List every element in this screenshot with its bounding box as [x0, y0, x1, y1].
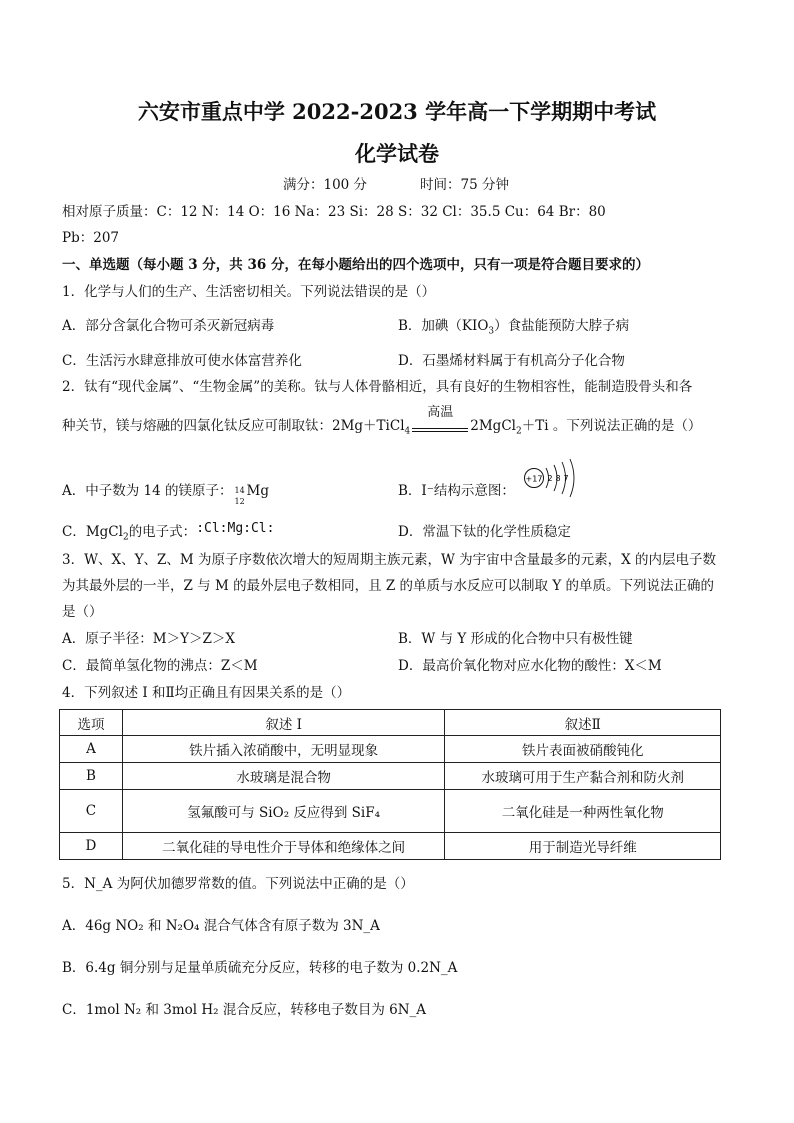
table-cell-option: C — [60, 790, 123, 833]
comparison-table — [59, 709, 721, 860]
table-header-cell: 叙述Ⅱ — [445, 710, 721, 736]
table-row — [60, 763, 721, 790]
q5-option-a: A．46g NO₂ 和 N₂O₄ 混合气体含有原子数为 3N_A — [62, 918, 380, 934]
q3-option-c: C．最简单氢化物的沸点：Z＜M — [62, 658, 258, 674]
q1-option-c: C．生活污水肆意排放可使水体富营养化 — [62, 353, 302, 369]
q3-option-b: B．W 与 Y 形成的化合物中只有极性键 — [398, 631, 633, 647]
atom-structure-diagram — [520, 456, 580, 500]
q1-option-b-text-end: ）食盐能预防大脖子病 — [494, 318, 630, 334]
reaction-condition: 高温 — [427, 404, 454, 420]
question-3-stem: 3．W、X、Y、Z、M 为原子序数依次增大的短周期主族元素，W 为宇宙中含量最多的元素，X 的内层电子数 — [62, 552, 717, 568]
q1-option-b-text: B．加碘（KIO — [398, 318, 489, 334]
table-cell-statement-1: 水玻璃是混合物 — [122, 763, 445, 790]
q2-equation-left: 种关节，镁与熔融的四氯化钛反应可制取钛：2Mg＋TiCl — [62, 418, 405, 434]
table-cell-option: D — [60, 833, 123, 860]
shell-1-count: 2 — [547, 474, 553, 483]
q3-option-a: A．原子半径：M＞Y＞Z＞X — [62, 631, 235, 647]
q2-option-c-text: C．MgCl — [62, 524, 123, 540]
question-4-stem: 4．下列叙述 I 和Ⅱ均正确且有因果关系的是（） — [62, 685, 351, 701]
q2-sub-2: 2 — [515, 426, 522, 437]
atomic-number: 12 — [234, 496, 245, 506]
table-header-row — [60, 710, 721, 736]
question-2-stem: 2．钛有“现代金属”、“生物金属”的美称。钛与人体骨骼相近，具有良好的生物相容性，能制造股骨头和各 — [62, 379, 693, 395]
table-cell-option: A — [60, 736, 123, 763]
q3-option-d: D．最高价氧化物对应水化物的酸性：X＜M — [398, 658, 662, 674]
q2-option-c-sub: 2 — [122, 532, 129, 543]
equation-arrow — [412, 404, 468, 437]
table-cell-statement-2: 二氧化硅是一种两性氧化物 — [445, 790, 721, 833]
table-row — [60, 833, 721, 860]
q2-option-a-text: A．中子数为 14 的镁原子： — [62, 483, 233, 499]
q2-option-a — [62, 481, 269, 506]
element-symbol: Mg — [246, 483, 269, 499]
table-row — [60, 790, 721, 833]
q2-option-d: D．常温下钛的化学性质稳定 — [398, 524, 571, 540]
q1-option-b — [398, 316, 629, 342]
question-3-stem-line3: 是（） — [62, 604, 103, 620]
table-cell-statement-1: 氢氟酸可与 SiO₂ 反应得到 SiF₄ — [122, 790, 445, 833]
table-cell-statement-2: 用于制造光导纤维 — [445, 833, 721, 860]
table-cell-statement-1: 铁片插入浓硝酸中，无明显现象 — [122, 736, 445, 763]
question-3-stem-line2: 为其最外层的一半，Z 与 M 的最外层电子数相同，且 Z 的单质与水反应可以制取 Y 的单质。下列说法正确的 — [62, 578, 715, 594]
table-row — [60, 736, 721, 763]
table-cell-option: B — [60, 763, 123, 790]
score-info: 满分：100 分 — [283, 177, 368, 193]
question-1-stem: 1．化学与人们的生产、生活密切相关。下列说法错误的是（） — [62, 284, 436, 300]
q2-equation-tail: ＋Ti 。下列说法正确的是（） — [521, 418, 702, 434]
electron-formula: :Cl:Mg:Cl: — [196, 521, 275, 536]
shell-3-count: 7 — [563, 474, 569, 483]
table-cell-statement-2: 铁片表面被硝酸钝化 — [445, 736, 721, 763]
q5-option-c: C．1mol N₂ 和 3mol H₂ 混合反应，转移电子数目为 6N_A — [62, 1002, 427, 1018]
table-header-cell: 选项 — [60, 710, 123, 736]
atom-nucleus-label: +17 — [525, 474, 543, 484]
question-2-stem-line2 — [62, 404, 702, 442]
page-title: 六安市重点中学 2022-2023 学年高一下学期期中考试 — [137, 99, 657, 124]
page-subtitle: 化学试卷 — [355, 141, 439, 166]
q5-option-b: B．6.4g 铜分别与足量单质硫充分反应，转移的电子数为 0.2N_A — [62, 960, 458, 976]
time-info: 时间：75 分钟 — [420, 177, 509, 193]
q2-option-c-text-end: 的电子式： — [128, 524, 197, 540]
q2-equation-right: 2MgCl — [470, 418, 516, 434]
q1-option-b-sub: 3 — [488, 326, 495, 337]
atomic-mass-line: 相对原子质量：C：12 N：14 O：16 Na：23 Si：28 S：32 Cl：35.5 Cu：64 Br：80 — [62, 204, 606, 220]
q1-option-a: A．部分含氯化合物可杀灭新冠病毒 — [62, 318, 275, 334]
nuclide-notation — [233, 482, 247, 506]
q2-option-c — [62, 522, 274, 548]
q2-sub-4: 4 — [404, 426, 411, 437]
atomic-mass-line-2: Pb：207 — [62, 230, 119, 246]
shell-2-count: 8 — [555, 474, 561, 483]
table-cell-statement-2: 水玻璃可用于生产黏合剂和防火剂 — [445, 763, 721, 790]
section-heading: 一、单选题（每小题 3 分，共 36 分，在每小题给出的四个选项中，只有一项是符合题目要求的） — [62, 257, 649, 273]
question-5-stem: 5．N_A 为阿伏加德罗常数的值。下列说法中正确的是（） — [62, 876, 414, 892]
mass-number: 14 — [234, 485, 245, 495]
q2-option-b: B．I⁻结构示意图： — [398, 483, 515, 499]
table-cell-statement-1: 二氧化硅的导电性介于导体和绝缘体之间 — [122, 833, 445, 860]
q1-option-d: D．石墨烯材料属于有机高分子化合物 — [398, 353, 625, 369]
table-header-cell: 叙述 I — [122, 710, 445, 736]
